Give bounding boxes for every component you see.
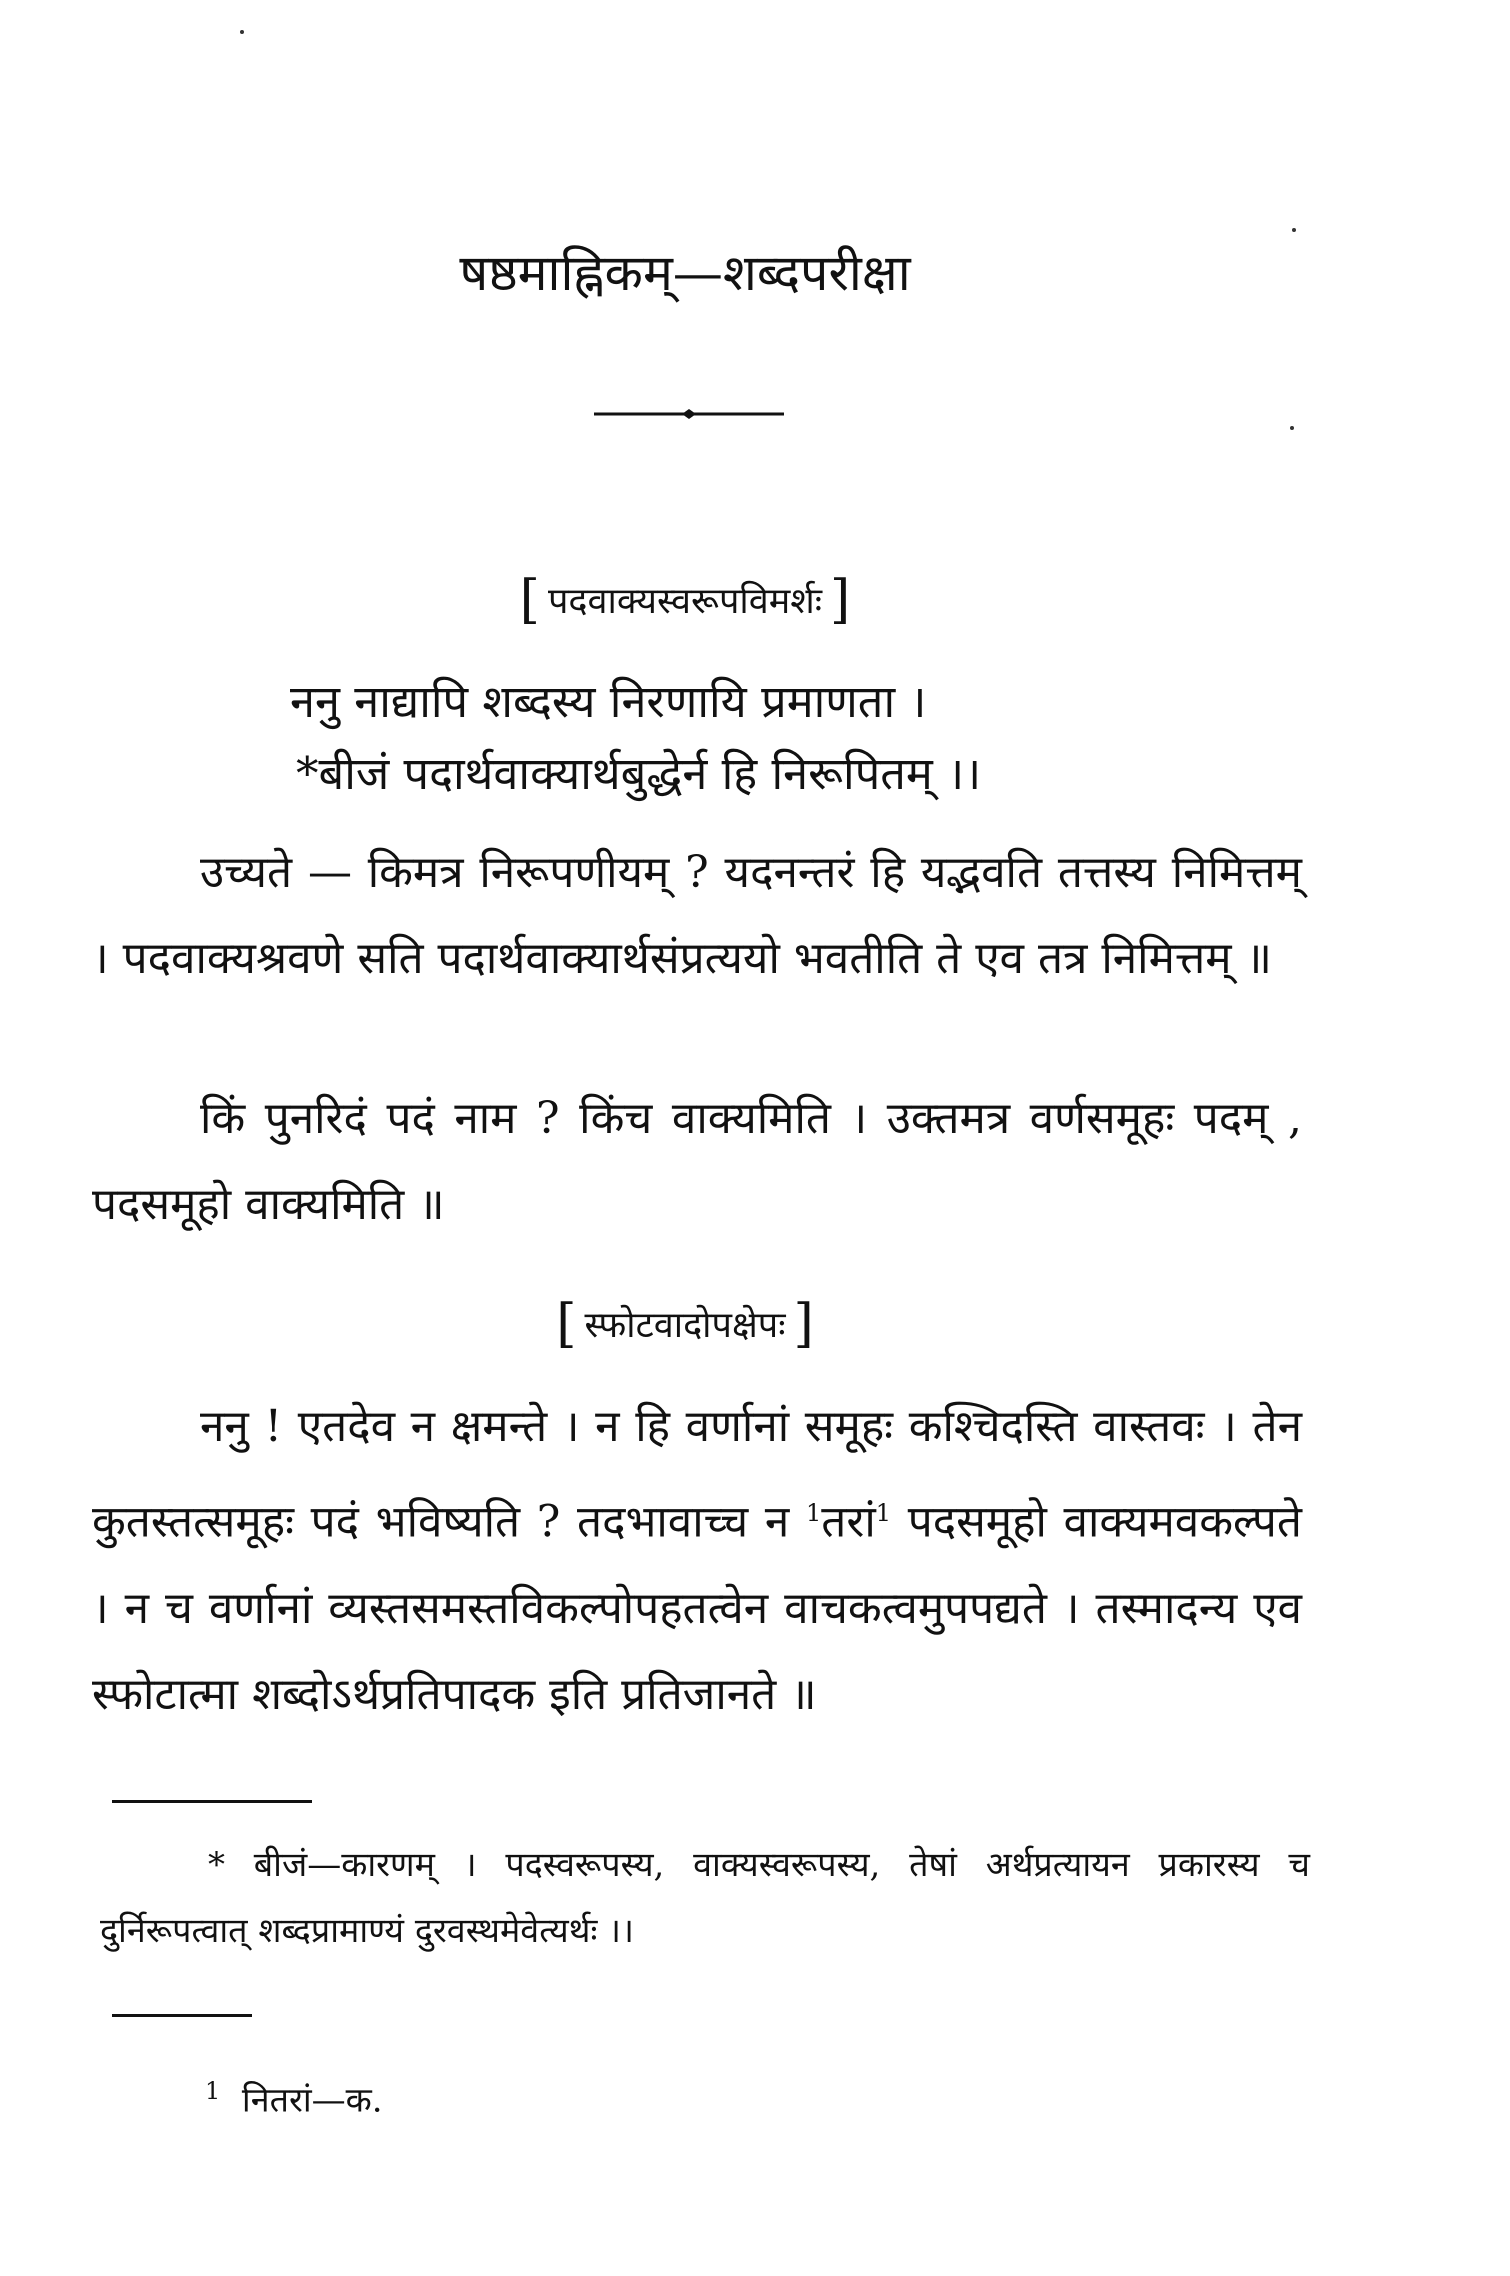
footnote-rule-2	[112, 2014, 252, 2017]
footnote-rule-1	[112, 1800, 312, 1803]
paragraph-3	[92, 1384, 1302, 1738]
paragraph-1: उच्यते — किमत्र निरूपणीयम् ? यदनन्तरं हि यद्भवति तत्तस्य निमित्तम् । पदवाक्यश्रवणे सति पदार्थवाक्यार्थसंप्रत्ययो भवतीति ते एव तत्र निमित्तम् ॥	[92, 847, 1302, 984]
ornament-divider	[594, 408, 784, 420]
section-heading-padavakya: [ पदवाक्यस्वरूपविमर्शः ]	[519, 570, 851, 630]
footnote-variant-text: नितरां—क.	[241, 2080, 383, 2121]
print-speck	[1290, 426, 1294, 430]
variant-word: तरां	[821, 1496, 876, 1548]
paragraph-3-text-b: पदसमूहो वाक्यमवकल्पते । न च वर्णानां व्यस्तसमस्तविकल्पोपहतत्वेन वाचकत्वमुपपद्यते । तस्मादन्य एव स्फोटात्मा शब्दोऽर्थप्रतिपादक इति प्रतिजानते ॥	[92, 1496, 1302, 1720]
verse-line-2: *बीजं पदार्थवाक्यार्थबुद्धेर्न हि निरूपितम् ।।	[296, 747, 982, 800]
section-heading-text: स्फोटवादोपक्षेपः	[584, 1305, 786, 1346]
section-heading-text: पदवाक्यस्वरूपविमर्शः	[547, 581, 823, 622]
footnote-variant	[205, 2058, 383, 2133]
footnote-star: * बीजं—कारणम् । पदस्वरूपस्य, वाक्यस्वरूपस्य, तेषां अर्थप्रत्यायन प्रकारस्य च दुर्निरूपत्वात् शब्दप्रामाण्यं दुरवस्थमेवेत्यर्थः ।।	[100, 1845, 1310, 1951]
variant-marker-inline: 1	[805, 1499, 822, 1527]
paragraph-3-text-a: ननु ! एतदेव न क्षमन्ते । न हि वर्णानां समूहः कश्चिदस्ति वास्तवः । तेन कुतस्तत्समूहः पदं भविष्यति ? तदभावाच्च न	[92, 1401, 1302, 1548]
print-speck	[1292, 228, 1296, 232]
paragraph-2: किं पुनरिदं पदं नाम ? किंच वाक्यमिति । उक्तमत्र वर्णसमूहः पदम् , पदसमूहो वाक्यमिति ॥	[92, 1093, 1302, 1230]
print-speck	[240, 30, 244, 34]
verse-line-1: ननु नाद्यापि शब्दस्य निरणायि प्रमाणता ।	[290, 675, 927, 728]
variant-marker-inline-2: 1	[875, 1499, 892, 1527]
chapter-title: षष्ठमाह्निकम्—शब्दपरीक्षा	[459, 244, 911, 302]
footnote-variant-marker: 1	[205, 2077, 221, 2105]
section-heading-sphota: [ स्फोटवादोपक्षेपः ]	[556, 1294, 814, 1354]
